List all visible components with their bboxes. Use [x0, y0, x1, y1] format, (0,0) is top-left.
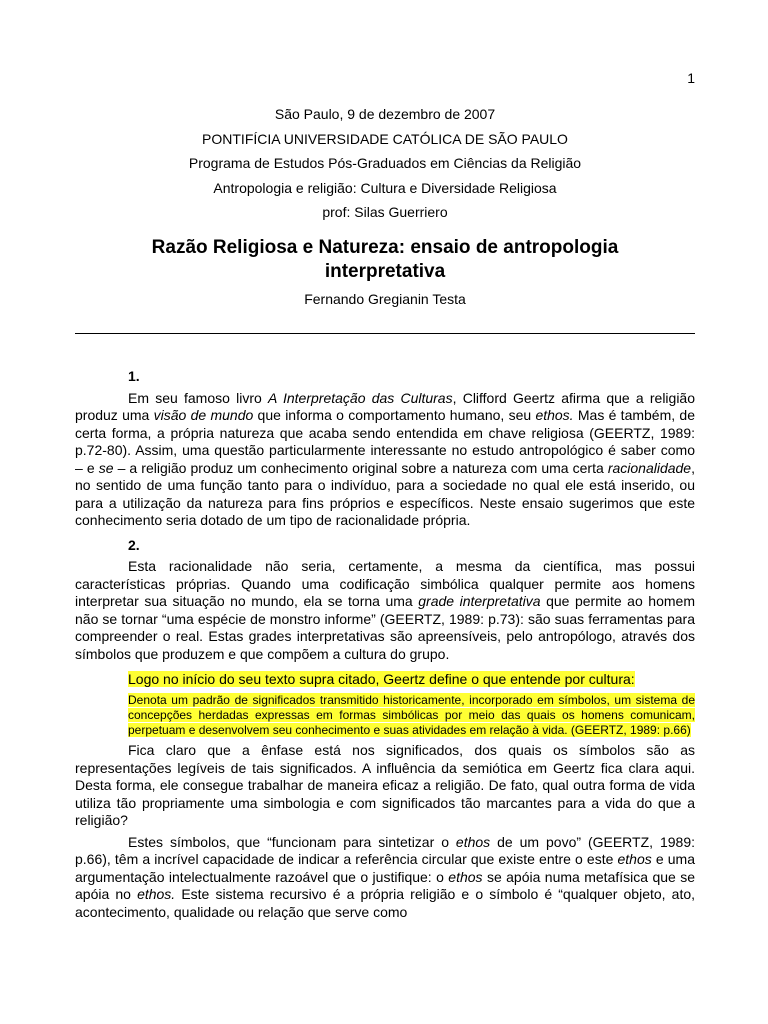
document-header: [75, 102, 695, 225]
italic-term: ethos: [448, 868, 483, 885]
paragraph-3: Fica claro que a ênfase está nos significados, dos quais os símbolos são as representações legíveis de tais significados. A influência da semiótica em Geertz fica clara aqui. Desta forma, ele consegue trabalhar de maneira eficaz a religião. De fato, qual outra forma de vida utiliza tão propriamente uma simbologia e com significados tão marcantes para a vida do que a religião?: [75, 742, 695, 828]
book-title: A Interpretação das Culturas: [267, 389, 453, 406]
paragraph-1: [75, 390, 695, 530]
document-title: [75, 236, 695, 284]
quote-intro: [128, 671, 695, 688]
text-span: de um povo” (GEERTZ, 1989: p.66), têm a incrível capacidade de indicar a referência circular que existe entre o este: [75, 833, 696, 867]
paragraph-4: [75, 834, 695, 922]
program-name: Programa de Estudos Pós-Graduados em Ciências da Religião: [188, 155, 582, 171]
text-span: Este sistema recursivo é a própria religião e o símbolo é “qualquer objeto, ato, acontecimento, qualidade ou relação que serve como: [75, 886, 696, 920]
italic-term: visão de mundo: [153, 407, 254, 423]
text-span: , no sentido de uma função tanto para o indivíduo, para a sociedade no qual ele está inserido, ou para a utilização da natureza para fins próprios e específicos. Neste ensaio sugerimos que este conhecimento seria dotado de um tipo de racionalidade própria.: [75, 459, 695, 528]
horizontal-rule: [75, 333, 695, 334]
text-span: e uma argumentação intelectualmente razoável que o justifique: o: [75, 851, 695, 885]
text-span: Esta racionalidade não seria, certamente, a mesma da científica, mas possui características próprias. Quando uma codificação simbólica qualquer permite aos homens interpretar sua situação no mundo, ela se torna uma: [75, 558, 695, 609]
professor-name: prof: Silas Guerriero: [322, 204, 448, 220]
date-line: São Paulo, 9 de dezembro de 2007: [274, 106, 496, 122]
italic-term: se: [98, 459, 114, 476]
text-span: Mas é também, de certa forma, a própria natureza que acaba sendo entendida em chave religiosa (GEERTZ, 1989: p.72-80). Assim, uma questão particularmente interessante no estudo antropológico é saber como – e: [75, 407, 695, 476]
paragraph-2: [75, 558, 695, 663]
italic-term: ethos: [617, 851, 652, 867]
text-span: Em seu famoso livro: [128, 389, 268, 406]
italic-term: ethos.: [137, 886, 176, 902]
italic-term: racionalidade: [607, 459, 692, 476]
text-span: se apóia numa metafísica que se apóia no: [75, 868, 695, 902]
title-line-1: Razão Religiosa e Natureza: ensaio de antropologia: [151, 237, 619, 258]
university-name: PONTIFÍCIA UNIVERSIDADE CATÓLICA DE SÃO PAULO: [202, 130, 568, 147]
text-span: que permite ao homem não se tornar “uma espécie de monstro informe” (GEERTZ, 1989: p.73): são suas ferramentas para compreender o real. Estas grades interpretativas são apreensíveis, pelo antropólogo, através dos símbolos que produzem e que compõem a cultura do grupo.: [75, 593, 695, 662]
highlighted-text: Logo no início do seu texto supra citado, Geertz define o que entende por cultura:: [128, 671, 635, 687]
italic-term: ethos: [455, 833, 491, 850]
text-span: que informa o comportamento humano, seu: [253, 407, 536, 423]
document-page: [75, 0, 695, 1024]
text-span: Estes símbolos, que “funcionam para sintetizar o: [128, 833, 456, 850]
author-name: Fernando Gregianin Testa: [304, 291, 466, 307]
title-line-2: interpretativa: [324, 261, 446, 282]
page-number: 1: [687, 70, 695, 86]
text-span: , Clifford Geertz afirma que a religião produz uma: [75, 389, 696, 423]
italic-term: ethos.: [535, 407, 574, 423]
italic-term: grade interpretativa: [418, 593, 541, 609]
section-number-1: 1.: [128, 368, 140, 384]
block-quote: [128, 693, 695, 738]
body-text: [75, 366, 695, 921]
section-number-2: 2.: [128, 536, 140, 553]
text-span: – a religião produz um conhecimento original sobre a natureza com uma certa: [113, 459, 608, 476]
highlighted-text: Denota um padrão de significados transmitido historicamente, incorporado em símbolos, um sistema de concepções herdadas expressas em formas simbólicas por meio das quais os homens comunicam, perpetuam e desenvolvem seu conhecimento e suas atividades em relação à vida. (GEERTZ, 1989: p.66): [128, 693, 695, 737]
course-name: Antropologia e religião: Cultura e Diversidade Religiosa: [213, 179, 557, 196]
